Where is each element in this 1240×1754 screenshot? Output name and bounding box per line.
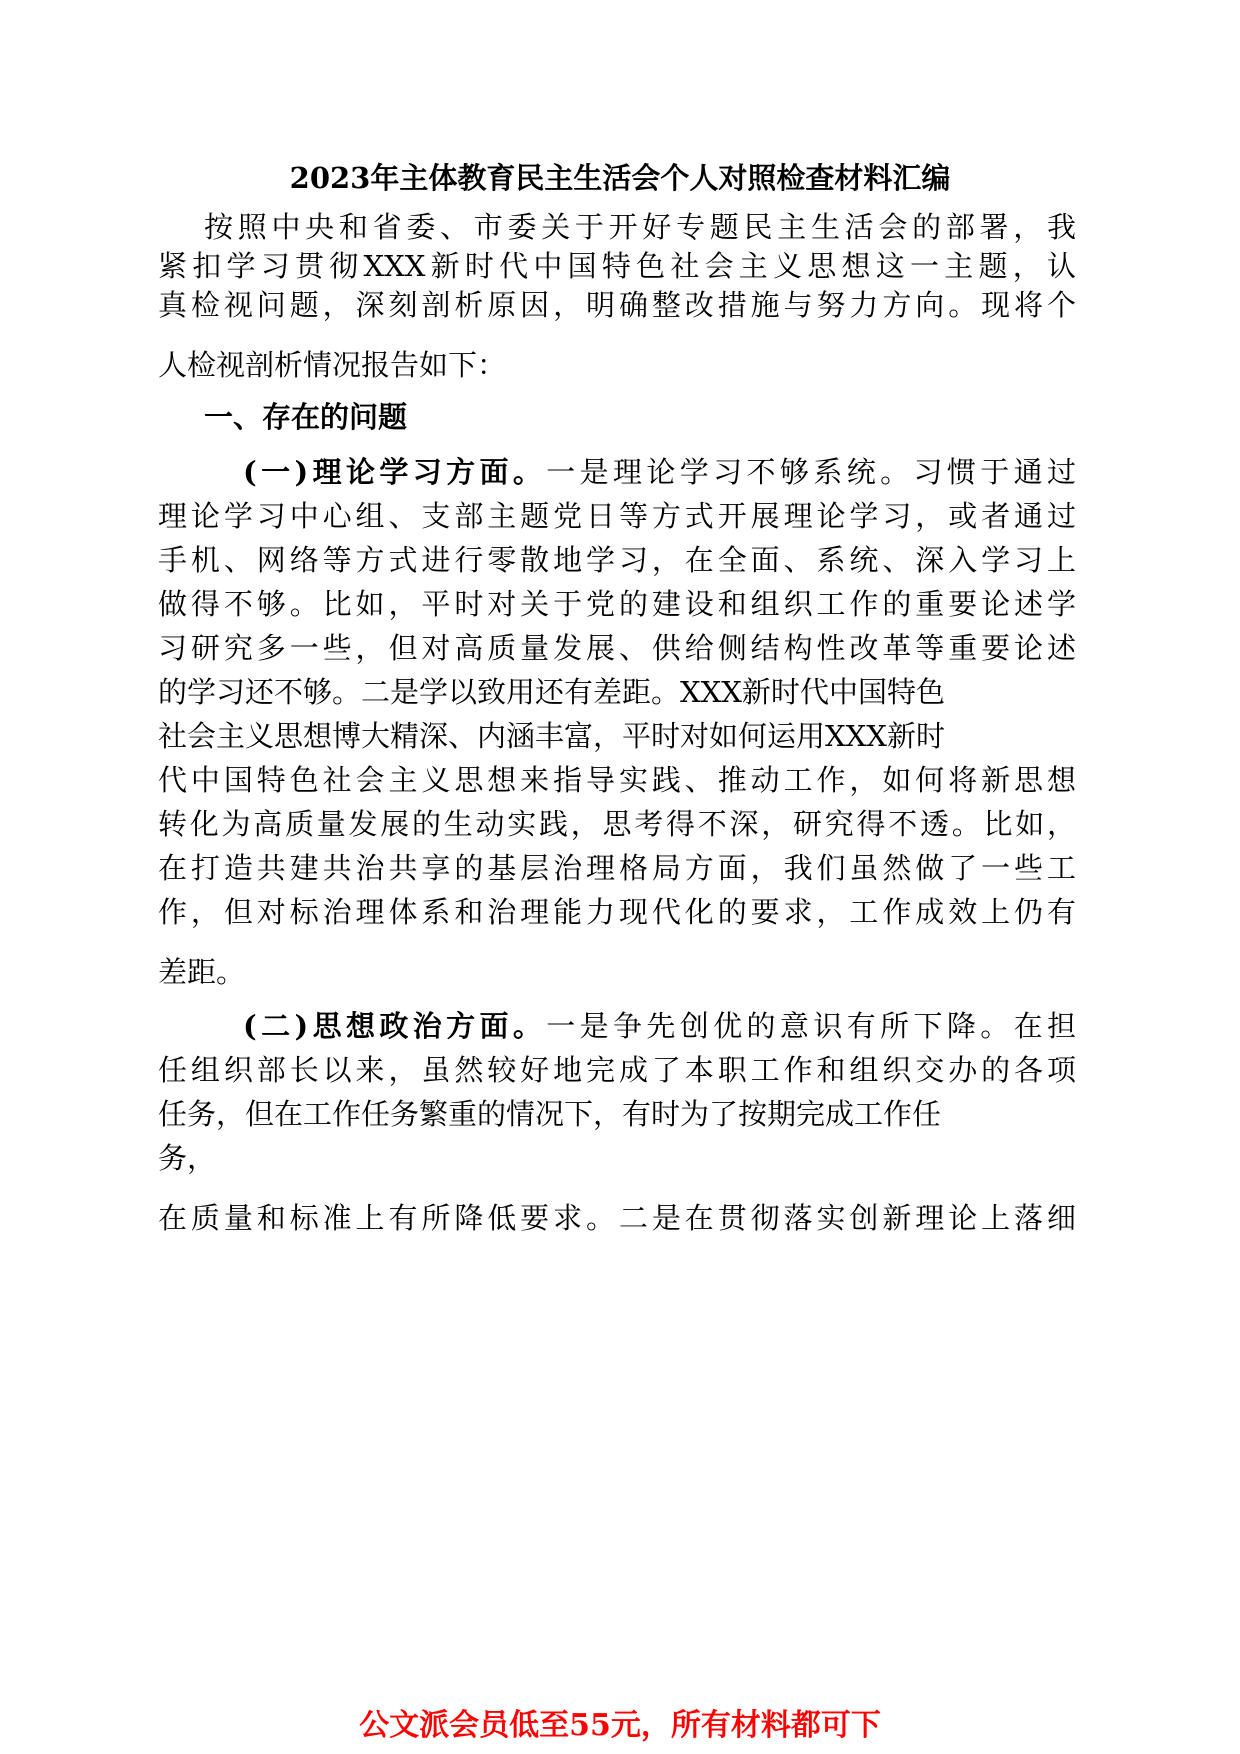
sub1-line: 理论学习中心组、支部主题党日等方式开展理论学习，或者通过 (158, 499, 1076, 533)
sub2-line: 务， (158, 1141, 217, 1175)
sub1-line: 转化为高质量发展的生动实践，思考得不深，研究得不透。比如， (158, 807, 1076, 841)
sub1-line: 习研究多一些，但对高质量发展、供给侧结构性改革等重要论述 (158, 631, 1076, 665)
sub1-line: 代中国特色社会主义思想来指导实践、推动工作，如何将新思想 (158, 763, 1076, 797)
sub1-first-text: 一是理论学习不够系统。习惯于通过 (546, 455, 1076, 489)
sub1-line: 差距。 (158, 955, 246, 989)
section-heading: 一、存在的问题 (204, 400, 408, 434)
sub2-line: 任务，但在工作任务繁重的情况下，有时为了按期完成工作任 (158, 1097, 942, 1131)
sub2-label: (二)思想政治方面。 (243, 1009, 547, 1043)
intro-line-4: 人检视剖析情况报告如下： (158, 348, 507, 382)
sub1-label: (一)理论学习方面。 (243, 455, 547, 489)
intro-line-1: 按照中央和省委、市委关于开好专题民主生活会的部署，我 (204, 210, 1076, 244)
promo-footer: 公文派会员低至55元，所有材料都可下 (359, 1708, 881, 1743)
sub1-line: 在打造共建共治共享的基层治理格局方面，我们虽然做了一些工 (158, 851, 1076, 885)
intro-line-2: 紧扣学习贯彻XXX新时代中国特色社会主义思想这一主题，认 (158, 249, 1076, 283)
sub1-line: 手机、网络等方式进行零散地学习，在全面、系统、深入学习上 (158, 543, 1076, 577)
sub1-line: 的学习还不够。二是学以致用还有差距。XXX新时代中国特色 (158, 675, 945, 709)
sub1-line: 社会主义思想博大精深、内涵丰富，平时对如何运用XXX新时 (158, 719, 945, 753)
sub1-first-line (243, 452, 1076, 492)
sub2-first-text: 一是争先创优的意识有所下降。在担 (546, 1009, 1076, 1043)
sub2-line: 任组织部长以来，虽然较好地完成了本职工作和组织交办的各项 (158, 1053, 1076, 1087)
document-title: 2023年主体教育民主生活会个人对照检查材料汇编 (289, 161, 951, 195)
intro-line-3: 真检视问题，深刻剖析原因，明确整改措施与努力方向。现将个 (158, 288, 1076, 322)
sub1-line: 作，但对标治理体系和治理能力现代化的要求，工作成效上仍有 (158, 895, 1076, 929)
sub2-first-line (243, 1006, 1076, 1046)
sub2-line: 在质量和标准上有所降低要求。二是在贯彻落实创新理论上落细 (158, 1201, 1076, 1235)
sub1-line: 做得不够。比如，平时对关于党的建设和组织工作的重要论述学 (158, 587, 1076, 621)
